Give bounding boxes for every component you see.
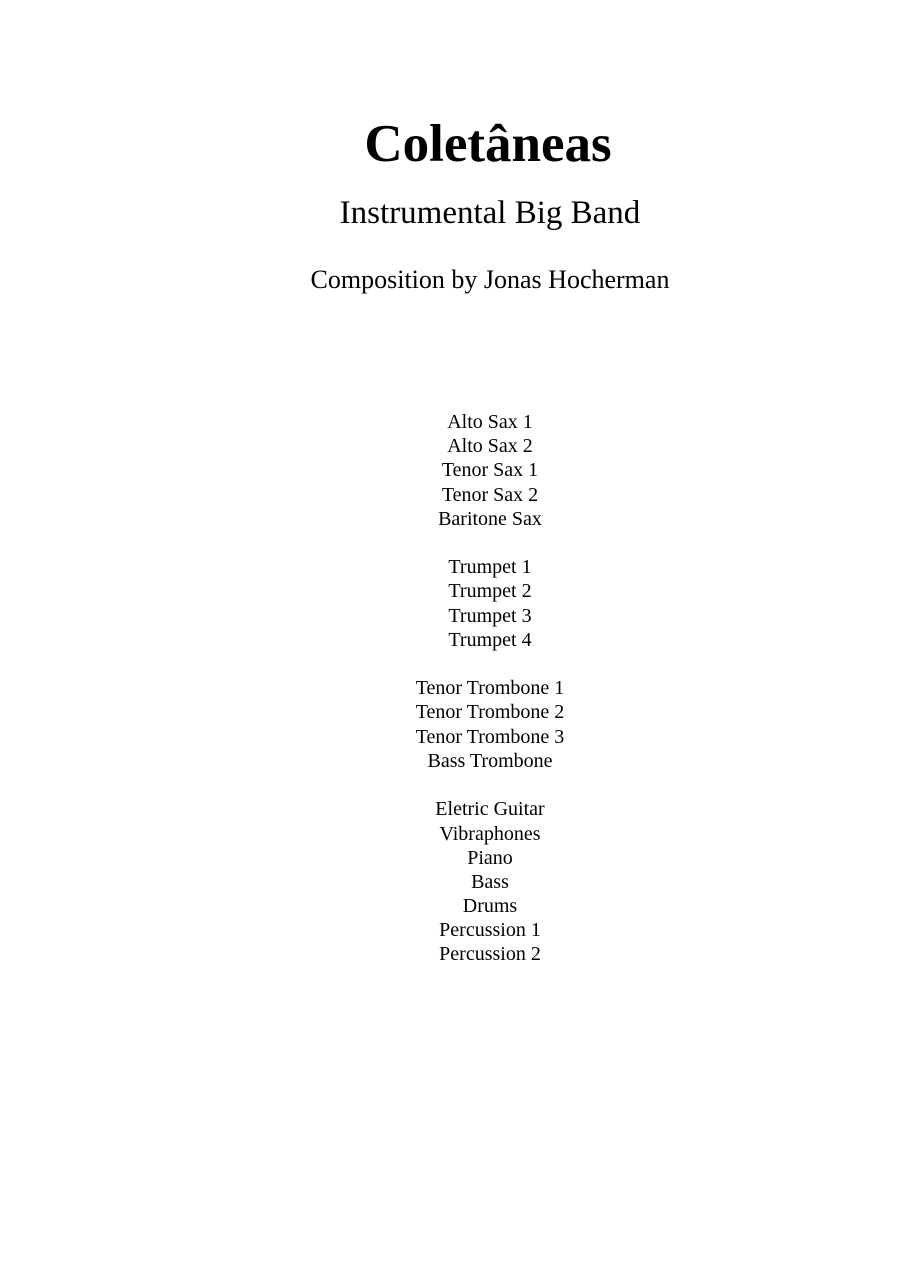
instrument-item: Bass Trombone [427,749,553,772]
instrument-group-saxophones [0,410,900,531]
page-subtitle: Instrumental Big Band [339,195,641,231]
instrument-item: Trumpet 2 [448,580,532,603]
instrument-item: Piano [467,846,513,869]
instrument-item: Trumpet 4 [448,628,532,651]
composer-credit: Composition by Jonas Hocherman [310,265,670,294]
page-title: Coletâneas [364,115,612,173]
instrument-group-trombones [0,676,900,773]
instrument-item: Tenor Sax 2 [441,483,539,506]
instrument-item: Bass [471,870,509,893]
instrument-item: Eletric Guitar [435,798,545,821]
instrument-item: Vibraphones [439,822,541,845]
instrument-item: Tenor Trombone 2 [415,701,565,724]
instrument-item: Trumpet 1 [448,556,532,579]
instrument-item: Percussion 2 [439,943,541,966]
instrument-item: Alto Sax 2 [447,435,533,458]
instrument-item: Percussion 1 [439,919,541,942]
instrument-item: Tenor Trombone 1 [415,677,565,700]
instrument-item: Baritone Sax [438,507,542,530]
instrument-group-rhythm-section [0,797,900,966]
instrument-item: Tenor Trombone 3 [415,725,565,748]
instrument-item: Alto Sax 1 [447,411,533,433]
instrument-item: Tenor Sax 1 [441,459,539,482]
instrument-list [0,410,900,991]
instrument-item: Trumpet 3 [448,604,532,627]
instrument-item: Drums [462,895,518,918]
instrument-group-trumpets [0,555,900,652]
